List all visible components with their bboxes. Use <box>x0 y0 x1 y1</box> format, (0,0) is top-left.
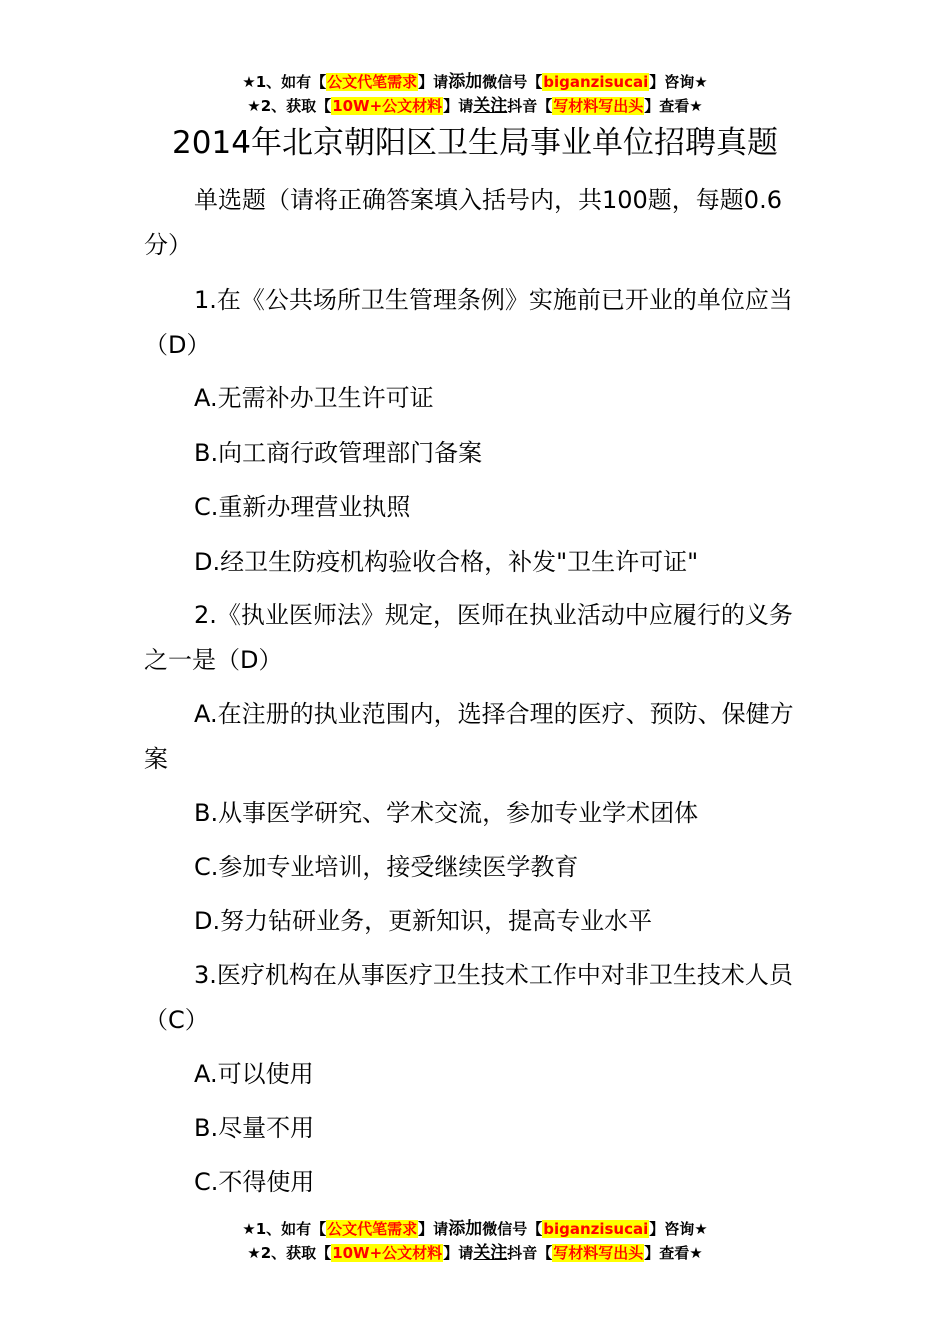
option-1d: D.经卫生防疫机构验收合格，补发"卫生许可证" <box>194 548 699 576</box>
option-3b: B.尽量不用 <box>194 1114 315 1142</box>
promo-text: 抖音【 <box>507 97 553 115</box>
promo-emphasis: 添加 <box>448 1219 483 1239</box>
option-3a: A.可以使用 <box>194 1060 314 1088</box>
promo-douyin-id: 写材料写出头 <box>553 1244 644 1262</box>
promo-highlight: 公文代笔需求 <box>327 1220 418 1238</box>
promo-text: 】请 <box>443 1244 474 1262</box>
document-title: 2014年北京朝阳区卫生局事业单位招聘真题 <box>172 125 778 161</box>
promo-emphasis: 关注 <box>473 96 508 116</box>
promo-text: 】咨询★ <box>649 1220 708 1238</box>
promo-highlight: 公文代笔需求 <box>327 73 418 91</box>
question-1: 1.在《公共场所卫生管理条例》实施前已开业的单位应当（D） <box>144 286 793 359</box>
question-3: 3.医疗机构在从事医疗卫生技术工作中对非卫生技术人员（C） <box>144 961 793 1034</box>
question-2: 2.《执业医师法》规定，医师在执业活动中应履行的义务之一是（D） <box>144 601 793 674</box>
header-promo <box>0 70 950 118</box>
promo-text: ★1、如有【 <box>242 1220 327 1238</box>
option-1c: C.重新办理营业执照 <box>194 493 411 521</box>
promo-text: 】查看★ <box>644 1244 703 1262</box>
promo-douyin-id: 写材料写出头 <box>553 97 644 115</box>
option-1a: A.无需补办卫生许可证 <box>194 384 434 412</box>
promo-text: ★2、获取【 <box>247 97 332 115</box>
option-3c: C.不得使用 <box>194 1168 315 1196</box>
option-2d: D.努力钻研业务，更新知识，提高专业水平 <box>194 907 653 935</box>
promo-text: 微信号【 <box>482 73 543 91</box>
promo-line-1 <box>0 1217 950 1241</box>
promo-text: ★2、获取【 <box>247 1244 332 1262</box>
promo-text: ★1、如有【 <box>242 73 327 91</box>
promo-text: 】请 <box>418 1220 449 1238</box>
option-2b: B.从事医学研究、学术交流，参加专业学术团体 <box>194 799 699 827</box>
promo-emphasis: 关注 <box>473 1243 508 1263</box>
promo-text: 】查看★ <box>644 97 703 115</box>
instructions: 单选题（请将正确答案填入括号内，共100题，每题0.6分） <box>144 186 782 259</box>
promo-wechat-id: biganzisucai <box>543 73 649 91</box>
promo-text: 】请 <box>418 73 449 91</box>
promo-line-1 <box>0 70 950 94</box>
promo-line-2 <box>0 94 950 118</box>
promo-line-2 <box>0 1241 950 1265</box>
option-2c: C.参加专业培训，接受继续医学教育 <box>194 853 579 881</box>
promo-text: 微信号【 <box>482 1220 543 1238</box>
promo-highlight: 10W+公文材料 <box>332 1244 443 1262</box>
promo-wechat-id: biganzisucai <box>543 1220 649 1238</box>
option-1b: B.向工商行政管理部门备案 <box>194 439 483 467</box>
promo-highlight: 10W+公文材料 <box>332 97 443 115</box>
option-2a: A.在注册的执业范围内，选择合理的医疗、预防、保健方案 <box>144 700 794 773</box>
promo-emphasis: 添加 <box>448 72 483 92</box>
footer-promo <box>0 1217 950 1265</box>
promo-text: 】请 <box>443 97 474 115</box>
promo-text: 】咨询★ <box>649 73 708 91</box>
promo-text: 抖音【 <box>507 1244 553 1262</box>
